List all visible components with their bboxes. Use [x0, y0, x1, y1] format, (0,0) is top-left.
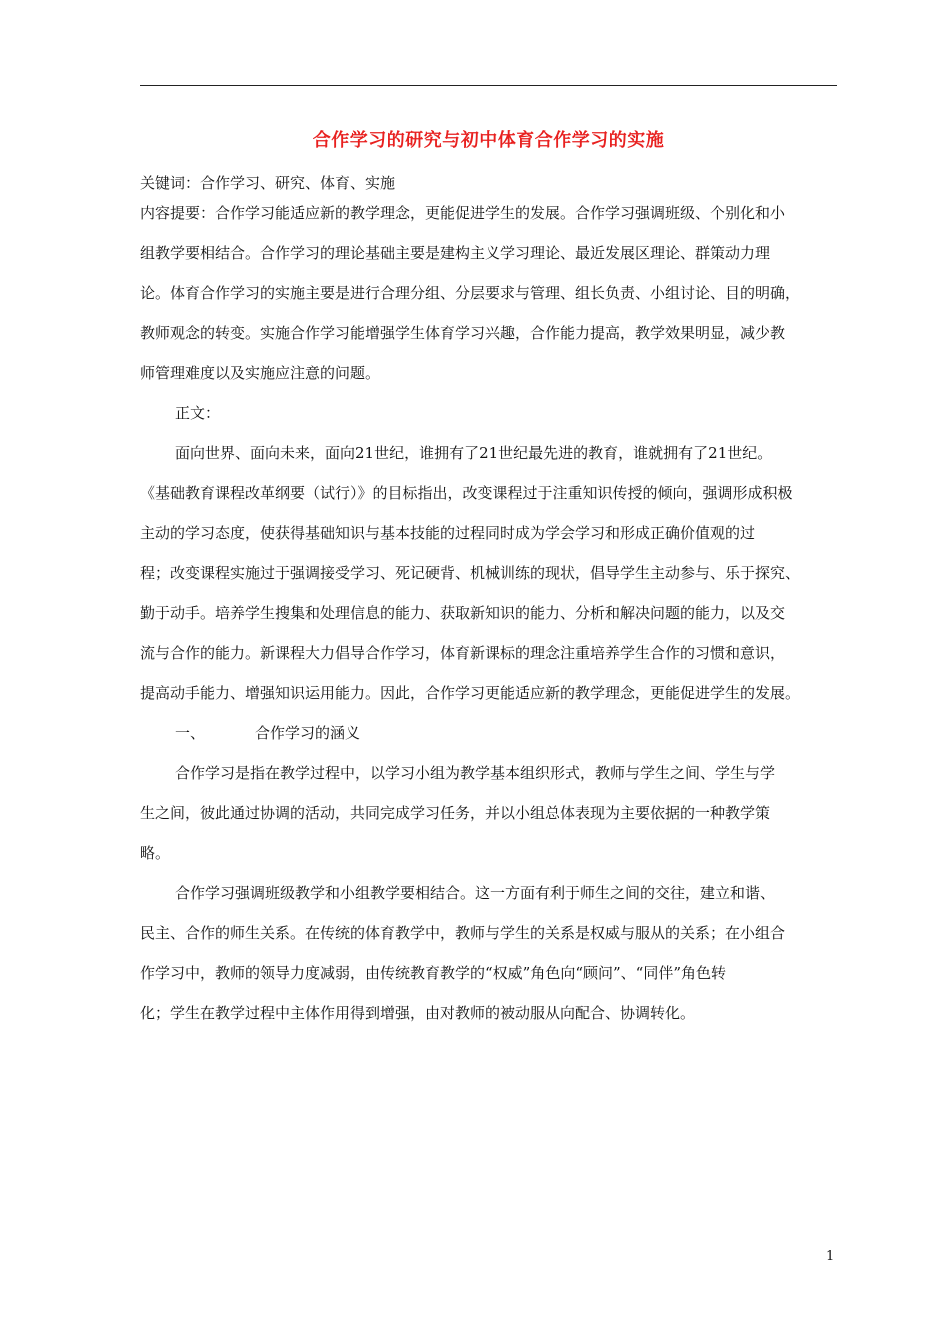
- definition-line: 略。: [140, 844, 171, 862]
- emphasis-line: 作学习中，教师的领导力度减弱，由传统教育教学的“权威”角色向“顾问”、“同伴”角色转: [140, 964, 727, 982]
- section-title: 合作学习的涵义: [255, 724, 361, 742]
- intro-line: 程；改变课程实施过于强调接受学习、死记硬背、机械训练的现状，倡导学生主动参与、乐于探究、: [140, 564, 801, 582]
- intro-line: 勤于动手。培养学生搜集和处理信息的能力、获取新知识的能力、分析和解决问题的能力，以及交: [140, 604, 786, 622]
- emphasis-line: 化；学生在教学过程中主体作用得到增强，由对教师的被动服从向配合、协调转化。: [140, 1004, 696, 1022]
- abstract-line: 内容提要：合作学习能适应新的教学理念，更能促进学生的发展。合作学习强调班级、个别化和小: [140, 204, 786, 222]
- abstract-line: 论。体育合作学习的实施主要是进行合理分组、分层要求与管理、组长负责、小组讨论、目的明确，: [140, 284, 801, 302]
- definition-line: 合作学习是指在教学过程中，以学习小组为教学基本组织形式，教师与学生之间、学生与学: [175, 764, 776, 782]
- intro-line: 《基础教育课程改革纲要（试行）》的目标指出，改变课程过于注重知识传授的倾向，强调形成积极: [140, 484, 793, 502]
- definition-line: 生之间，彼此通过协调的活动，共同完成学习任务，并以小组总体表现为主要依据的一种教学策: [140, 804, 771, 822]
- intro-line: 面向世界、面向未来，面向21世纪，谁拥有了21世纪最先进的教育，谁就拥有了21世纪。: [175, 444, 773, 462]
- abstract-line: 教师观念的转变。实施合作学习能增强学生体育学习兴趣，合作能力提高，教学效果明显，减少教: [140, 324, 786, 342]
- section-heading: [140, 722, 844, 744]
- keywords-line: 关键词：合作学习、研究、体育、实施: [140, 174, 396, 192]
- abstract-line: 师管理难度以及实施应注意的问题。: [140, 364, 381, 382]
- abstract-line: 组教学要相结合。合作学习的理论基础主要是建构主义学习理论、最近发展区理论、群策动力理: [140, 244, 771, 262]
- intro-line: 主动的学习态度，使获得基础知识与基本技能的过程同时成为学会学习和形成正确价值观的过: [140, 524, 756, 542]
- page-number: 1: [826, 1249, 835, 1264]
- document-body: [140, 172, 844, 1024]
- document-title: 合作学习的研究与初中体育合作学习的实施: [312, 130, 665, 151]
- emphasis-line: 合作学习强调班级教学和小组教学要相结合。这一方面有利于师生之间的交往，建立和谐、: [175, 884, 776, 902]
- intro-line: 提高动手能力、增强知识运用能力。因此，合作学习更能适应新的教学理念，更能促进学生的发展。: [140, 684, 801, 702]
- emphasis-line: 民主、合作的师生关系。在传统的体育教学中，教师与学生的关系是权威与服从的关系；在小组合: [140, 924, 786, 942]
- main-text-label: 正文：: [175, 404, 221, 422]
- header-rule: [140, 85, 837, 86]
- intro-line: 流与合作的能力。新课程大力倡导合作学习，体育新课标的理念注重培养学生合作的习惯和意识，: [140, 644, 786, 662]
- section-number: 一、: [175, 724, 206, 742]
